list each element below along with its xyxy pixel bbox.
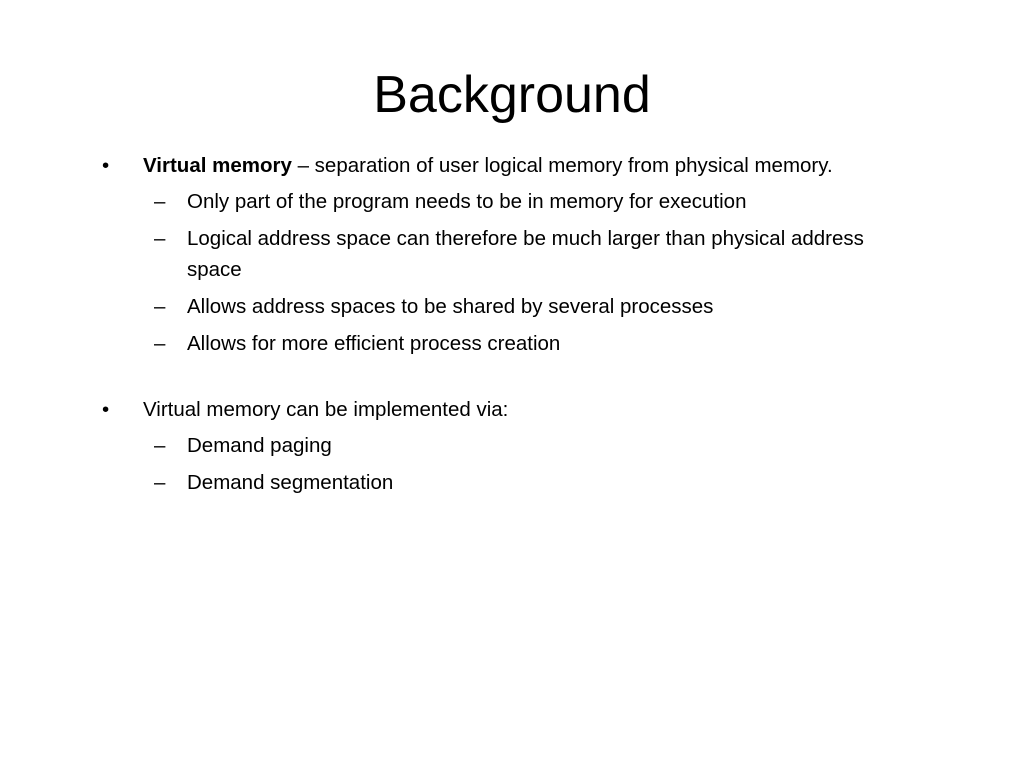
term-virtual-memory: Virtual memory (143, 154, 292, 177)
sub-bullet-item (100, 328, 890, 359)
bullet-item (100, 150, 890, 181)
bullet-marker: • (102, 398, 110, 421)
sub-bullet-item (100, 467, 890, 498)
sub-bullet-text: Allows for more efficient process creation (187, 332, 561, 355)
bullet-marker: • (102, 154, 110, 177)
sub-bullet-text: Demand segmentation (187, 471, 394, 494)
sub-bullet-item (100, 430, 890, 461)
sub-bullet-marker: – (154, 332, 166, 355)
sub-bullet-marker: – (154, 227, 166, 250)
sub-bullet-item (100, 186, 890, 217)
sub-bullet-marker: – (154, 434, 166, 457)
sub-bullet-text: Logical address space can therefore be much larger than physical address space (187, 227, 864, 281)
sub-bullet-marker: – (154, 471, 166, 494)
sub-bullet-text: Demand paging (187, 434, 332, 457)
slide-content (100, 150, 890, 498)
sub-bullet-text: Allows address spaces to be shared by several processes (187, 295, 714, 318)
bullet-item (100, 394, 890, 425)
slide-title: Background (373, 66, 651, 124)
sub-bullet-marker: – (154, 190, 166, 213)
sub-bullet-text: Only part of the program needs to be in memory for execution (187, 190, 747, 213)
bullet-text: Virtual memory can be implemented via: (143, 398, 509, 421)
sub-bullet-marker: – (154, 295, 166, 318)
sub-bullet-item (100, 291, 890, 322)
sub-bullet-item (100, 223, 890, 285)
bullet-text: – separation of user logical memory from physical memory. (291, 154, 833, 177)
